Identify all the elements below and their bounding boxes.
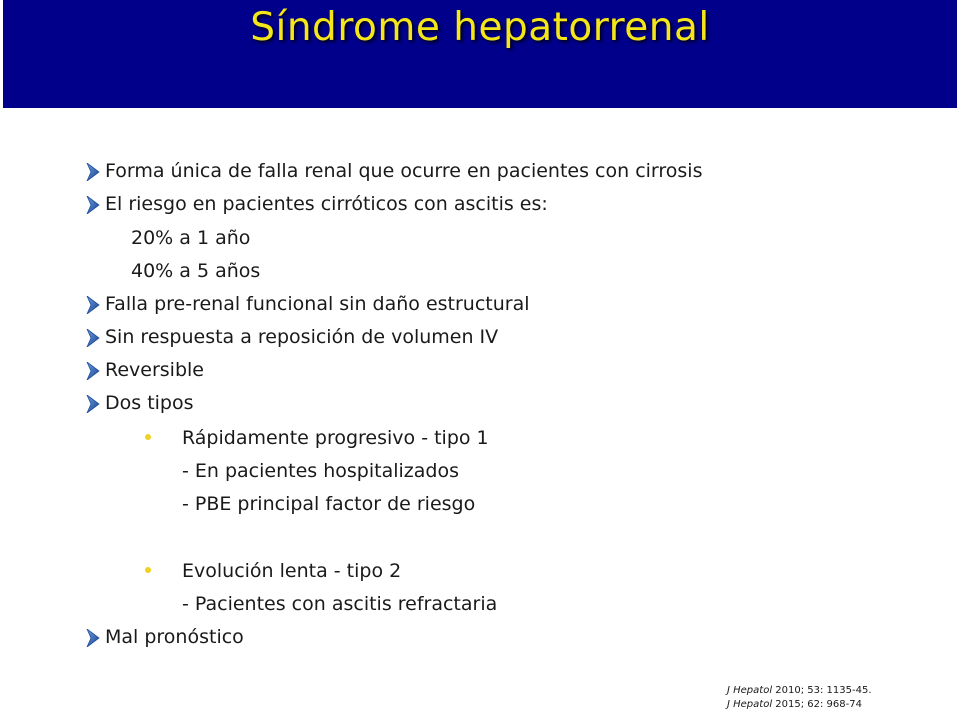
dot-icon [145,434,151,440]
reference-item [727,684,872,698]
reference-citation: 2010; 53: 1135-45. [772,685,872,696]
chevron-right-icon [86,329,100,347]
bullet-item: Forma única de falla renal que ocurre en pacientes con cirrosis [105,160,703,182]
bullet-item: El riesgo en pacientes cirróticos con ascitis es: [105,193,548,215]
bullet-item: Mal pronóstico [105,626,244,648]
bullet-item: Sin respuesta a reposición de volumen IV [105,326,499,348]
bullet-item: Reversible [105,359,204,381]
risk-item: 20% a 1 año [131,227,251,249]
reference-journal: J Hepatol [727,685,773,696]
bullet-item: Falla pre-renal funcional sin daño estructural [105,293,530,315]
title-banner [3,0,957,108]
type1-detail: - En pacientes hospitalizados [182,460,459,482]
reference-journal: J Hepatol [727,699,773,710]
type2-detail: - Pacientes con ascitis refractaria [182,593,498,615]
slide-title: Síndrome hepatorrenal [250,5,710,50]
chevron-right-icon [86,163,100,181]
type1-label: Rápidamente progresivo - tipo 1 [182,427,489,449]
chevron-right-icon [86,296,100,314]
type1-detail: - PBE principal factor de riesgo [182,493,476,515]
type2-label: Evolución lenta - tipo 2 [182,560,402,582]
chevron-right-icon [86,362,100,380]
chevron-right-icon [86,629,100,647]
dot-icon [145,567,151,573]
reference-citation: 2015; 62: 968-74 [772,699,862,710]
chevron-right-icon [86,196,100,214]
references [727,684,872,712]
chevron-right-icon [86,395,100,413]
reference-item [727,698,872,712]
risk-item: 40% a 5 años [131,260,261,282]
bullet-item: Dos tipos [105,392,194,414]
